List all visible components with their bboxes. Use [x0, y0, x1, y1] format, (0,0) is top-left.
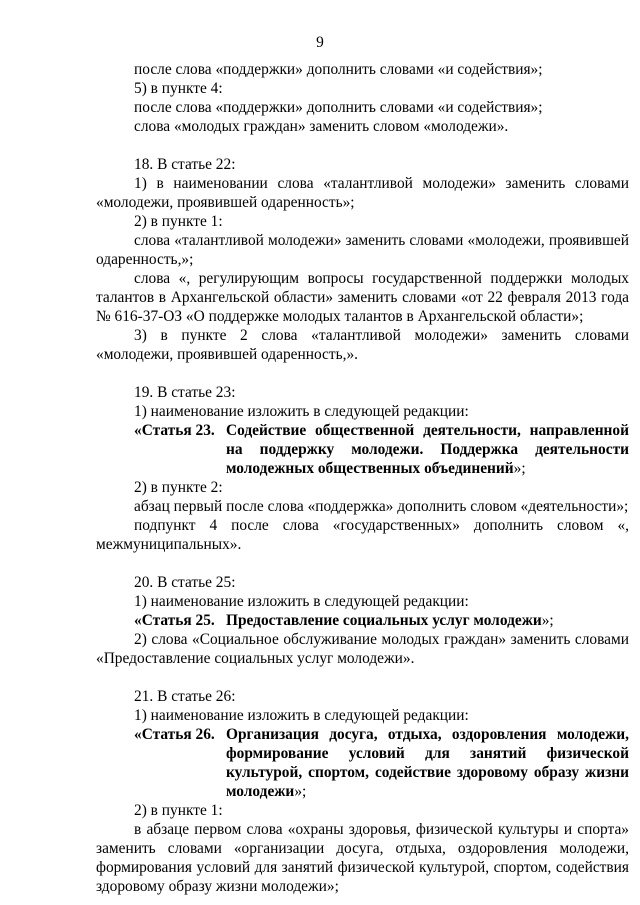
page-body [96, 60, 629, 896]
paragraph: подпункт 4 после слова «государственных» дополнить словом «, межмуниципальных». [96, 517, 629, 553]
article-heading [96, 421, 629, 478]
paragraph: абзац первый после слова «поддержка» дополнить словом «деятельности»; [134, 498, 629, 515]
section-heading: 21. В статье 26: [134, 688, 236, 705]
article-title [226, 725, 629, 801]
paragraph: 2) в пункте 1: [134, 802, 223, 819]
paragraph: после слова «поддержки» дополнить словами «и содействия»; [134, 61, 543, 78]
article-close: »; [541, 612, 554, 629]
paragraph: 1) наименование изложить в следующей редакции: [134, 707, 469, 724]
page-number: 9 [316, 34, 324, 51]
paragraph: 2) в пункте 2: [134, 479, 223, 496]
paragraph: 1) наименование изложить в следующей редакции: [134, 403, 469, 420]
paragraph: 1) в наименовании слова «талантливой молодежи» заменить словами «молодежи, проявившей одаренность»; [96, 175, 629, 211]
paragraph-gap [96, 136, 629, 155]
article-heading [96, 611, 629, 630]
paragraph: 3) в пункте 2 слова «талантливой молодежи» заменить словами «молодежи, проявившей одаренность,». [96, 327, 629, 363]
paragraph: в абзаце первом слова «охраны здоровья, физической культуры и спорта» заменить словами «организации досуга, отдыха, оздоровления молодежи, формирования условий для занятий физической культурой, спортом, содействия здоровому образу жизни молодежи»; [96, 821, 629, 895]
paragraph: слова «, регулирующим вопросы государственной поддержки молодых талантов в Архангельской области» заменить словами «от 22 февраля 2013 года № 616-37-ОЗ «О поддержке молодых талантов в Архангельской области»; [96, 270, 629, 325]
article-title-text: Предоставление социальных услуг молодежи [226, 612, 542, 629]
section-heading: 19. В статье 23: [134, 384, 236, 401]
article-title [226, 421, 629, 478]
article-close: »; [513, 460, 526, 477]
paragraph: 5) в пункте 4: [134, 80, 223, 97]
section-heading: 20. В статье 25: [134, 574, 236, 591]
paragraph: 2) в пункте 1: [134, 213, 223, 230]
paragraph: 2) слова «Социальное обслуживание молодых граждан» заменить словами «Предоставление социальных услуг молодежи». [96, 631, 629, 667]
section-heading: 18. В статье 22: [134, 156, 236, 173]
article-title-text: Организация досуга, отдыха, оздоровления молодежи, формирование условий для занятий физической культурой, спортом, содействие здоровому образу жизни молодежи [226, 726, 629, 800]
article-heading [96, 725, 629, 801]
article-title-text: Содействие общественной деятельности, направленной на поддержку молодежи. Поддержка деятельности молодежных общественных объединений [226, 422, 629, 477]
article-label: «Статья 25. [134, 612, 215, 629]
paragraph: 1) наименование изложить в следующей редакции: [134, 593, 469, 610]
article-close: »; [294, 783, 307, 800]
article-title [226, 611, 629, 630]
paragraph: слова «талантливой молодежи» заменить словами «молодежи, проявившей одаренность,»; [96, 232, 629, 268]
paragraph: после слова «поддержки» дополнить словами «и содействия»; [134, 99, 543, 116]
paragraph: слова «молодых граждан» заменить словом «молодежи». [134, 118, 509, 135]
article-label: «Статья 23. [134, 422, 215, 439]
paragraph-gap [96, 554, 629, 573]
paragraph-gap [96, 364, 629, 383]
article-label: «Статья 26. [134, 726, 215, 743]
paragraph-gap [96, 668, 629, 687]
